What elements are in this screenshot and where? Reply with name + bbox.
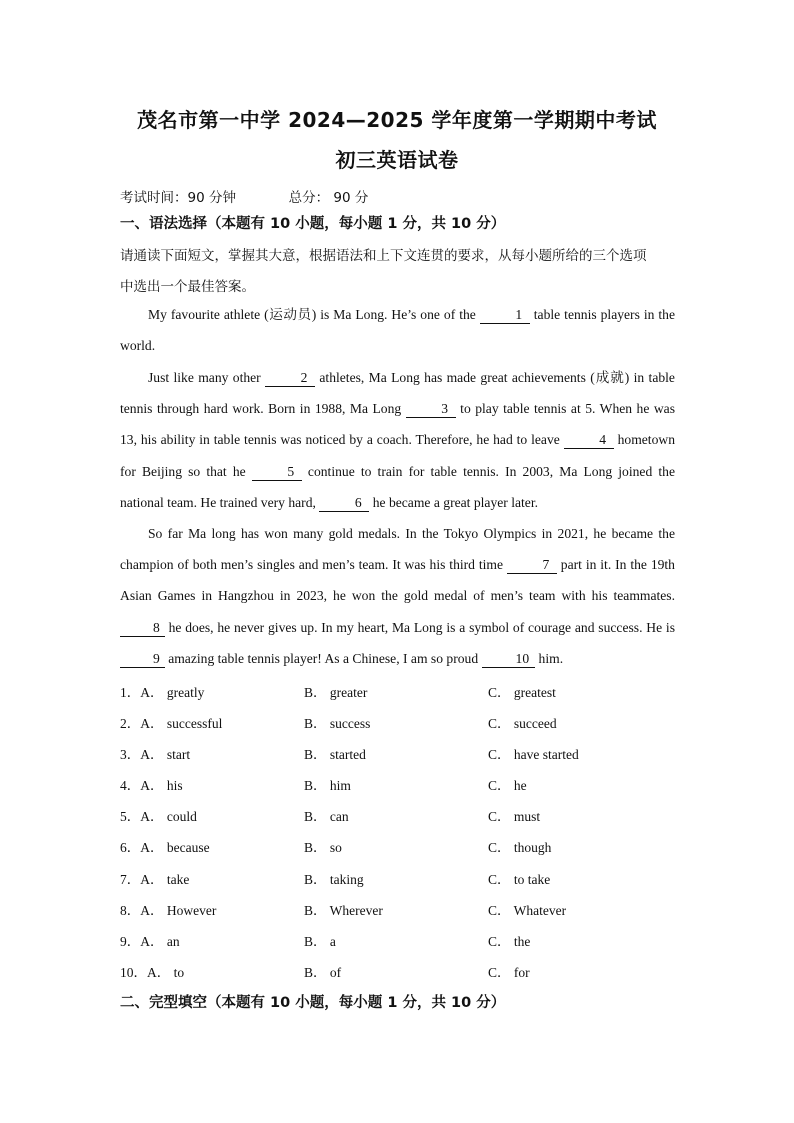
option-c: C． succeed xyxy=(488,716,557,731)
option-a: 6．A． because xyxy=(120,840,210,855)
option-c: C． greatest xyxy=(488,685,556,700)
option-row-3 xyxy=(120,743,680,763)
option-b: B． so xyxy=(304,840,342,855)
option-row-5 xyxy=(120,805,680,825)
blank-8: 8 xyxy=(120,620,165,637)
option-row-7 xyxy=(120,868,680,888)
option-a: 9．A． an xyxy=(120,934,180,949)
option-b: B． greater xyxy=(304,685,368,700)
option-c: C． he xyxy=(488,778,527,793)
option-row-4 xyxy=(120,774,680,794)
blank-5: 5 xyxy=(252,464,302,481)
option-c: C． to take xyxy=(488,872,551,887)
option-c: C． the xyxy=(488,934,531,949)
option-b: B． success xyxy=(304,716,371,731)
option-a: 7．A． take xyxy=(120,872,190,887)
exam-subtitle: 初三英语试卷 xyxy=(335,148,459,172)
option-row-10 xyxy=(120,961,680,981)
option-b: B． a xyxy=(304,934,336,949)
option-b: B． taking xyxy=(304,872,364,887)
exam-time: 考试时间：90 分钟 xyxy=(120,190,236,206)
option-c: C． for xyxy=(488,965,530,980)
exam-title: 茂名市第一中学 2024—2025 学年度第一学期期中考试 xyxy=(137,108,657,132)
blank-7: 7 xyxy=(507,557,557,574)
option-a: 2．A． successful xyxy=(120,716,223,731)
option-a: 4．A． his xyxy=(120,778,183,793)
blank-6: 6 xyxy=(319,495,369,512)
blank-1: 1 xyxy=(480,307,530,324)
section1-instruction-2: 中选出一个最佳答案。 xyxy=(120,279,255,295)
blank-4: 4 xyxy=(564,432,614,449)
option-b: B． started xyxy=(304,747,366,762)
option-row-1 xyxy=(120,681,680,701)
blank-2: 2 xyxy=(265,370,315,387)
blank-9: 9 xyxy=(120,651,165,668)
passage-paragraph-1: My favourite athlete (运动员) is Ma Long. He’s one of the 1 table tennis players in the world. xyxy=(120,307,675,354)
option-row-8 xyxy=(120,899,680,919)
passage-paragraph-3: So far Ma long has won many gold medals. In the Tokyo Olympics in 2021, he became the champion of both men’s singles and men’s team. It was his third time 7 part in it. In the 19th Asian Games in Hangzhou in 2023, he won the gold medal of men’s team with his teammates. 8 he does, he never gives up. In my heart, Ma Long is a symbol of courage and success. He is 9 amazing table tennis player! As a Chinese, I am so proud 10 him. xyxy=(120,526,675,666)
option-a: 1．A． greatly xyxy=(120,685,205,700)
section1-heading: 一、语法选择（本题有 10 小题，每小题 1 分，共 10 分） xyxy=(120,216,506,232)
option-a: 8．A． However xyxy=(120,903,217,918)
option-row-2 xyxy=(120,712,680,732)
option-c: C． Whatever xyxy=(488,903,567,918)
option-a: 3．A． start xyxy=(120,747,191,762)
option-row-9 xyxy=(120,930,680,950)
passage-paragraph-2: Just like many other 2 athletes, Ma Long has made great achievements (成就) in table tennis through hard work. Born in 1988, Ma Long 3 to play table tennis at 5. When he was 13, his ability in table tennis was noticed by a coach. Therefore, he had to leave 4 hometown for Beijing so that he 5 continue to train for table tennis. In 2003, Ma Long joined the national team. He trained very hard, 6 he became a great player later. xyxy=(120,370,676,510)
option-b: B． Wherever xyxy=(304,903,383,918)
option-c: C． must xyxy=(488,809,541,824)
option-b: B． of xyxy=(304,965,342,980)
option-c: C． have started xyxy=(488,747,579,762)
option-a: 5．A． could xyxy=(120,809,197,824)
option-b: B． him xyxy=(304,778,351,793)
exam-info xyxy=(120,186,368,206)
exam-score: 总分： 90 分 xyxy=(288,190,369,206)
blank-10: 10 xyxy=(482,651,536,668)
option-row-6 xyxy=(120,836,680,856)
option-b: B． can xyxy=(304,809,349,824)
blank-3: 3 xyxy=(406,401,456,418)
option-c: C． though xyxy=(488,840,552,855)
option-a: 10．A． to xyxy=(120,965,185,980)
section1-instruction-1: 请通读下面短文，掌握其大意，根据语法和上下文连贯的要求，从每小题所给的三个选项 xyxy=(120,248,647,264)
section2-heading: 二、完型填空（本题有 10 小题，每小题 1 分，共 10 分） xyxy=(120,995,506,1011)
